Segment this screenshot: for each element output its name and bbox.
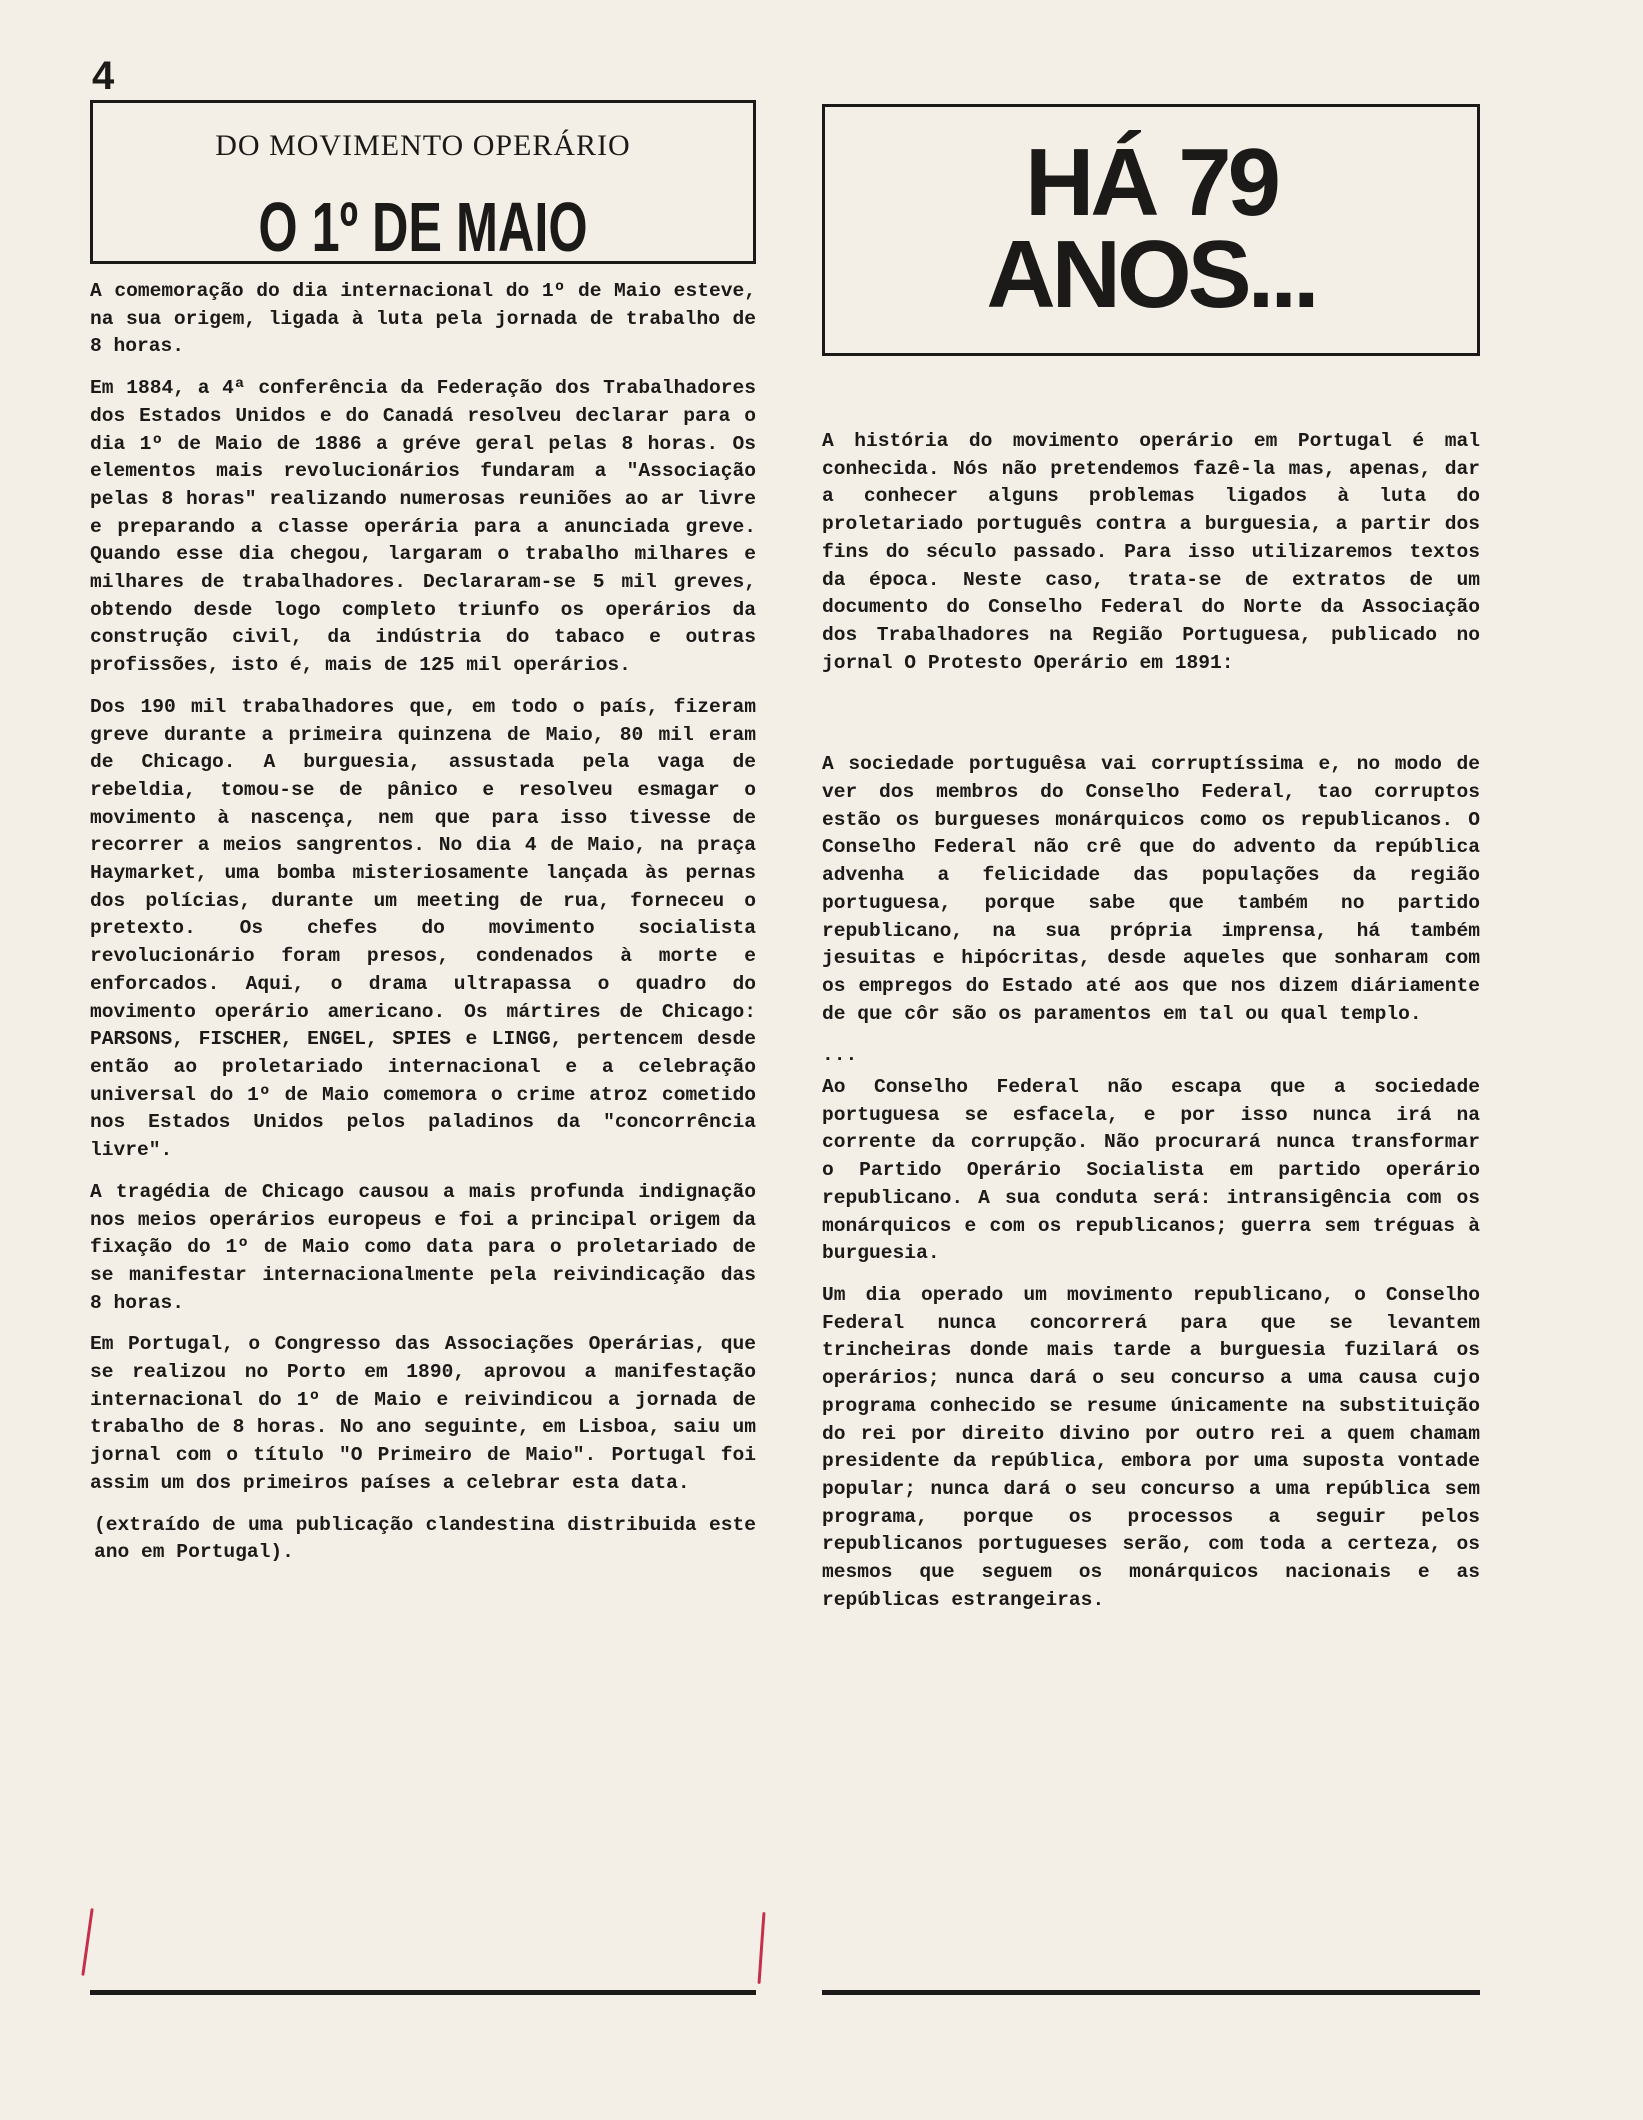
right-headline (825, 129, 1477, 328)
right-paragraph-1: A sociedade portuguêsa vai corruptíssima e, no modo de ver dos membros do Conselho Federal, tao corruptos estão os burgueses monárquicos como os republicanos. O Conselho Federal não crê que do advento da república advenha a felicidade das populações da região portuguesa, porque sabe que também no partido republicano, na sua própria imprensa, há também jesuitas e hipócritas, desde aqueles que sonharam com os empregos do Estado até aos que nos dizem diáriamente de que côr são os paramentos em tal ou qual templo. (822, 753, 1480, 1025)
left-paragraph-1: A comemoração do dia internacional do 1º de Maio esteve, na sua origem, ligada à luta pela jornada de trabalho de 8 horas. (90, 280, 756, 358)
source-note: (extraído de uma publicação clandestina distribuida este ano em Portugal). (94, 1513, 756, 1564)
right-headline-line-2: ANOS... (986, 221, 1316, 328)
red-pen-mark-right (757, 1912, 765, 1984)
right-paragraph-3: Um dia operado um movimento republicano, o Conselho Federal nunca concorrerá para que se levantem trincheiras donde mais tarde a burguesia fuzilará os operários; nunca dará o seu concurso a uma causa cujo programa conhecido se resume únicamente na substituição do rei por direito divino por outro rei a quem chamam presidente da república, embora por uma suposta vontade popular; nunca dará o seu concurso a uma república sem programa, porque os processos a seguir pelos republicanos portugueses serão, com toda a certeza, os mesmos que seguem os monárquicos nacionais e as repúblicas estrangeiras. (822, 1283, 1480, 1611)
left-header-box (90, 100, 756, 264)
left-paragraph-2: Em 1884, a 4ª conferência da Federação dos Trabalhadores dos Estados Unidos e do Canadá resolveu declarar para o dia 1º de Maio de 1886 a gréve geral pelas 8 horas. Os elementos mais revolucionários fundaram a "Associação pelas 8 horas" realizando numerosas reuniões ao ar livre e preparando a classe operária para a anunciada greve. Quando esse dia chegou, largaram o trabalho milhares e milhares de trabalhadores. Declararam-se 5 mil greves, obtendo desde logo completo triunfo os operários da construção civil, da indústria do tabaco e outras profissões, isto é, mais de 125 mil operários. (90, 377, 756, 677)
left-headline: O 1º DE MAIO (258, 188, 588, 266)
right-headline-line-1: HÁ 79 (1024, 129, 1278, 236)
right-intro (822, 428, 1480, 677)
red-pen-mark-left (81, 1908, 93, 1976)
right-ellipsis: ... (822, 1044, 858, 1067)
left-paragraph-4: A tragédia de Chicago causou a mais profunda indignação nos meios operários europeus e foi a principal origem da fixação do 1º de Maio como data para o proletariado de se manifestar internacionalmente pela reivindicação das 8 horas. (90, 1180, 756, 1314)
right-intro-paragraph: A história do movimento operário em Portugal é mal conhecida. Nós não pretendemos fazê-la mas, apenas, dar a conhecer alguns problemas ligados à luta do proletariado português contra a burguesia, a partir dos fins do século passado. Para isso utilizaremos textos da época. Neste caso, trata-se de extratos de um documento do Conselho Federal do Norte da Associação dos Trabalhadores na Região Portuguesa, publicado no jornal O Protesto Operário em 1891: (822, 430, 1480, 674)
right-paragraph-2: Ao Conselho Federal não escapa que a sociedade portuguesa se esfacela, e por isso nunca irá na corrente da corrupção. Não procurará nunca transformar o Partido Operário Socialista em partido operário republicano. A sua conduta será: intransigência com os monárquicos e com os republicanos; guerra sem tréguas à burguesia. (822, 1076, 1480, 1265)
left-paragraph-5: Em Portugal, o Congresso das Associações Operárias, que se realizou no Porto em 1890, aprovou a manifestação internacional do 1º de Maio e reivindicou a jornada de trabalho de 8 horas. No ano seguinte, em Lisboa, saiu um jornal com o título "O Primeiro de Maio". Portugal foi assim um dos primeiros países a celebrar esta data. (90, 1333, 756, 1494)
left-article-body (90, 278, 756, 1567)
left-paragraph-3: Dos 190 mil trabalhadores que, em todo o país, fizeram greve durante a primeira quinzena de Maio, 80 mil eram de Chicago. A burguesia, assustada pela vaga de rebeldia, tomou-se de pânico e resolveu esmagar o movimento à nascença, nem que para isso tivesse de recorrer a meios sangrentos. No dia 4 de Maio, na praça Haymarket, uma bomba misteriosamente lançada às pernas dos polícias, durante um meeting de rua, forneceu o pretexto. Os chefes do movimento socialista revolucionário foram presos, condenados à morte e enforcados. Aqui, o drama ultrapassa o quadro do movimento operário americano. Os mártires de Chicago: PARSONS, FISCHER, ENGEL, SPIES e LINGG, pertencem desde então ao proletariado internacional e a celebração universal do 1º de Maio comemora o crime atroz cometido nos Estados Unidos pelos paladinos da "concorrência livre". (90, 695, 756, 1162)
right-headline-box (822, 104, 1480, 356)
right-article-body (822, 751, 1480, 1614)
right-bottom-rule (822, 1990, 1480, 1995)
left-article (90, 100, 756, 1581)
right-article (822, 104, 1480, 1628)
section-kicker: DO MOVIMENTO OPERÁRIO (215, 129, 631, 162)
page-number: 4 (92, 54, 115, 98)
left-bottom-rule (90, 1990, 756, 1995)
